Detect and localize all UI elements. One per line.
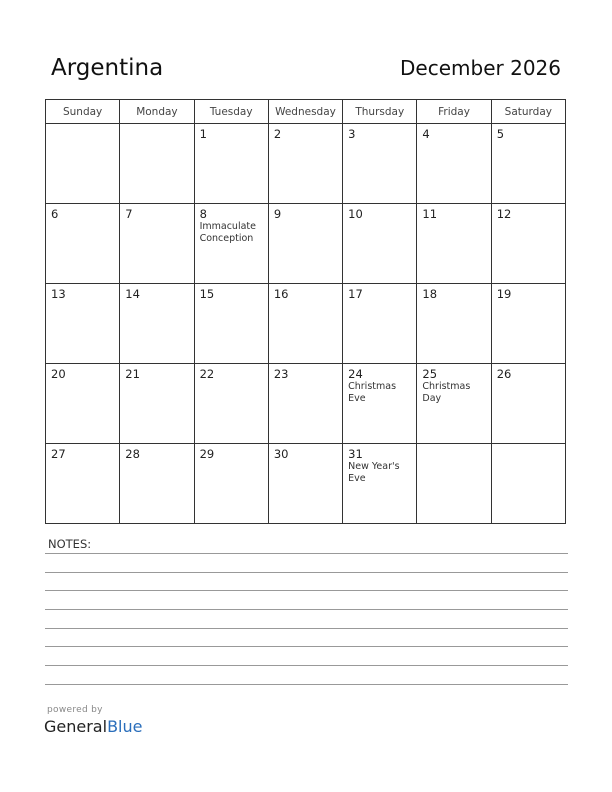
day-number: 4: [422, 127, 430, 141]
notes-label: NOTES:: [48, 537, 92, 551]
day-cell: [194, 444, 268, 524]
day-number: 19: [496, 287, 512, 301]
note-line: [45, 684, 568, 685]
day-cell: [343, 124, 417, 204]
brand-general: General: [44, 717, 108, 736]
day-number: 27: [51, 447, 66, 461]
day-cell: [491, 204, 565, 284]
day-cell: [343, 204, 417, 284]
month-title: December 2026: [400, 56, 561, 80]
day-number: 5: [496, 127, 505, 141]
day-cell: [343, 444, 417, 524]
day-number: 9: [273, 207, 282, 221]
powered-by-text: powered by: [47, 705, 103, 715]
day-number: 20: [51, 367, 66, 381]
week-row: [46, 444, 566, 524]
day-cell: [343, 284, 417, 364]
day-cell: [120, 444, 194, 524]
day-cell: [194, 284, 268, 364]
day-cell: [268, 124, 342, 204]
day-cell: [268, 444, 342, 524]
holiday-label: Christmas Eve: [348, 381, 397, 404]
holiday-label: Immaculate Conception: [199, 221, 256, 244]
day-number: 25: [422, 367, 438, 381]
note-line: [45, 590, 568, 591]
day-cell: [268, 364, 342, 444]
day-cell: [120, 124, 194, 204]
day-cell: [491, 284, 565, 364]
day-number: 14: [125, 287, 140, 301]
weekday-header-row: [46, 100, 566, 124]
day-cell: [120, 204, 194, 284]
day-cell: [417, 124, 491, 204]
day-cell: [46, 124, 120, 204]
weekday-monday: Monday: [120, 100, 194, 124]
day-cell: [194, 124, 268, 204]
holiday-label: Christmas Day: [422, 381, 471, 404]
day-number: 2: [273, 127, 282, 141]
day-number: 22: [199, 367, 215, 381]
weekday-wednesday: Wednesday: [268, 100, 342, 124]
day-number: 15: [199, 287, 215, 301]
day-cell: [46, 204, 120, 284]
day-number: 1: [199, 127, 207, 141]
weekday-friday: Friday: [417, 100, 491, 124]
day-cell: [194, 204, 268, 284]
note-line: [45, 665, 568, 666]
day-number: 31: [348, 447, 363, 461]
day-cell: [268, 204, 342, 284]
day-number: 6: [51, 207, 59, 221]
day-number: 7: [125, 207, 133, 221]
day-number: 16: [273, 287, 289, 301]
day-cell: [417, 444, 491, 524]
day-cell: [417, 204, 491, 284]
day-number: 18: [422, 287, 438, 301]
day-cell: [491, 364, 565, 444]
week-row: [46, 204, 566, 284]
day-cell: [120, 284, 194, 364]
note-line: [45, 553, 568, 554]
weekday-saturday: Saturday: [491, 100, 565, 124]
weekday-sunday: Sunday: [46, 100, 120, 124]
day-number: 12: [496, 207, 512, 221]
note-line: [45, 646, 568, 647]
day-cell: [417, 364, 491, 444]
day-number: 29: [199, 447, 215, 461]
week-row: [46, 284, 566, 364]
day-cell: [120, 364, 194, 444]
day-cell: [343, 364, 417, 444]
day-number: 17: [348, 287, 363, 301]
day-cell: [268, 284, 342, 364]
day-number: 13: [51, 287, 66, 301]
day-number: 21: [125, 367, 140, 381]
day-cell: [194, 364, 268, 444]
day-number: 10: [348, 207, 363, 221]
day-number: 23: [273, 367, 289, 381]
day-cell: [46, 284, 120, 364]
generalblue-logo: [44, 717, 142, 736]
day-number: 30: [273, 447, 289, 461]
country-title: Argentina: [51, 55, 164, 81]
week-row: [46, 124, 566, 204]
day-number: 11: [422, 207, 438, 221]
day-number: 24: [348, 367, 363, 381]
day-number: 28: [125, 447, 140, 461]
holiday-label: New Year's Eve: [348, 461, 400, 484]
note-line: [45, 572, 568, 573]
day-number: 26: [496, 367, 512, 381]
day-cell: [491, 444, 565, 524]
day-cell: [46, 444, 120, 524]
weekday-thursday: Thursday: [343, 100, 417, 124]
weekday-tuesday: Tuesday: [194, 100, 268, 124]
calendar-grid: [45, 99, 566, 524]
day-number: 8: [199, 207, 207, 221]
note-line: [45, 628, 568, 629]
day-cell: [417, 284, 491, 364]
note-line: [45, 609, 568, 610]
day-number: 3: [348, 127, 356, 141]
day-cell: [46, 364, 120, 444]
brand-blue: Blue: [107, 717, 143, 736]
day-cell: [491, 124, 565, 204]
week-row: [46, 364, 566, 444]
